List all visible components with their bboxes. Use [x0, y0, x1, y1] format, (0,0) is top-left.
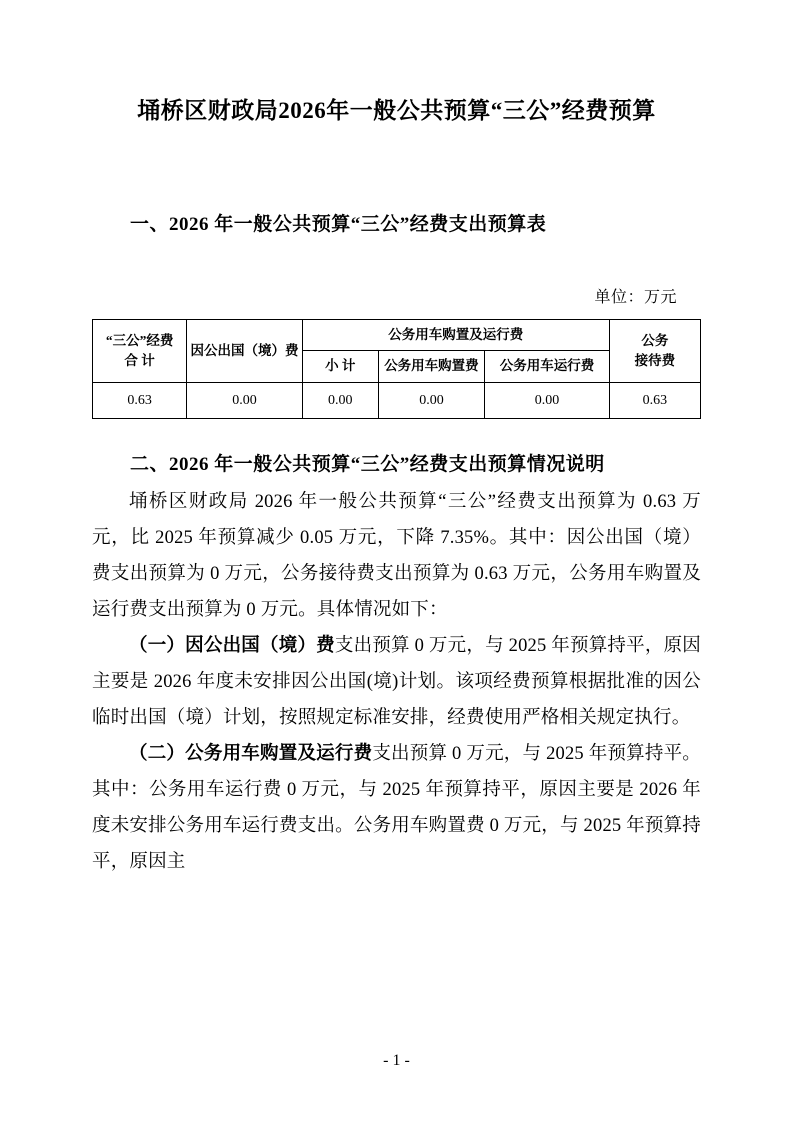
header-abroad: 因公出国（境）费 — [187, 320, 303, 383]
header-total — [93, 320, 187, 383]
table-header-row-1 — [93, 320, 701, 351]
paragraph-vehicle-text: 支出预算 0 万元，与 2025 年预算持平。其中：公务用车运行费 0 万元，与 2025 年预算持平，原因主要是 2026 年度未安排公务用车运行费支出。公务用车购置费 0 万元，与 2025 年预算持平，原因主 — [92, 743, 701, 873]
paragraph-abroad-text: 支出预算 0 万元，与 2025 年预算持平，原因主要是 2026 年度未安排因公出国(境)计划。该项经费预算根据批准的因公临时出国（境）计划，按照规定标准安排，经费使用严格相关规定执行。 — [92, 635, 701, 728]
page-number: - 1 - — [383, 1052, 410, 1069]
value-vehicle-subtotal: 0.00 — [302, 382, 378, 418]
paragraph-vehicle — [92, 736, 701, 880]
paragraph-abroad — [92, 628, 701, 736]
header-reception-line1: 公务 — [641, 332, 669, 348]
header-reception — [609, 320, 700, 383]
budget-table — [92, 319, 701, 419]
section-heading-2: 二、2026 年一般公共预算“三公”经费支出预算情况说明 — [130, 453, 605, 475]
paragraph-abroad-label: （一）因公出国（境）费 — [129, 635, 335, 656]
unit-label: 单位：万元 — [594, 289, 677, 306]
header-vehicle-operation: 公务用车运行费 — [485, 351, 610, 382]
header-total-line2: 合 计 — [124, 352, 155, 368]
value-reception: 0.63 — [609, 382, 700, 418]
page-title: 埇桥区财政局2026年一般公共预算“三公”经费预算 — [137, 98, 656, 123]
header-total-line1: “三公”经费 — [105, 332, 174, 348]
section-heading-1: 一、2026 年一般公共预算“三公”经费支出预算表 — [130, 214, 547, 235]
header-vehicle-subtotal: 小 计 — [302, 351, 378, 382]
value-vehicle-purchase: 0.00 — [378, 382, 484, 418]
paragraph-vehicle-label: （二）公务用车购置及运行费 — [129, 743, 373, 764]
value-abroad: 0.00 — [187, 382, 303, 418]
paragraph-overview: 埇桥区财政局 2026 年一般公共预算“三公”经费支出预算为 0.63 万元，比 2025 年预算减少 0.05 万元，下降 7.35%。其中：因公出国（境）费支出预算为 0 万元，公务接待费支出预算为 0.63 万元，公务用车购置及运行费支出预算为 0 万元。具体情况如下： — [92, 491, 701, 620]
header-reception-line2: 接待费 — [634, 352, 676, 368]
header-vehicle-group: 公务用车购置及运行费 — [302, 320, 609, 351]
table-row — [93, 382, 701, 418]
value-vehicle-operation: 0.00 — [485, 382, 610, 418]
header-vehicle-purchase: 公务用车购置费 — [378, 351, 484, 382]
paragraph-group — [92, 476, 701, 881]
value-total: 0.63 — [93, 382, 187, 418]
